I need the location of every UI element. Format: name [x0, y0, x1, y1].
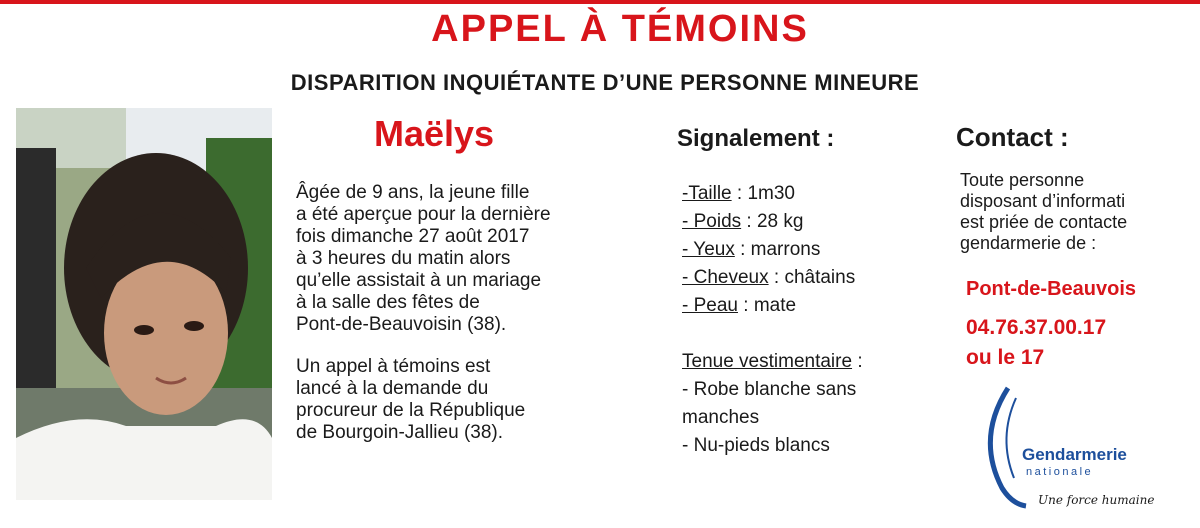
contact-line: est priée de contacte — [960, 212, 1128, 232]
signalement-item — [682, 264, 855, 292]
description-line: à 3 heures du matin alors — [296, 248, 511, 269]
clothing-line: - Robe blanche sans — [682, 379, 857, 400]
appeal-line: de Bourgoin-Jallieu (38). — [296, 422, 504, 443]
clothing-title — [682, 348, 952, 376]
emergency-number[interactable]: ou le 17 — [966, 346, 1045, 369]
description — [296, 182, 676, 444]
signalement-title: Signalement : — [677, 125, 835, 152]
contact-line: gendarmerie de : — [960, 233, 1097, 253]
clothing-line: manches — [682, 407, 760, 428]
signalement-item — [682, 208, 855, 236]
logo-mark — [980, 378, 1180, 518]
description-line: a été aperçue pour la dernière — [296, 204, 551, 225]
appeal-paragraph — [296, 356, 676, 444]
contact-title: Contact : — [956, 122, 1069, 152]
logo-tagline: Une force humaine — [1038, 493, 1155, 507]
signalement-value: : 1m30 — [736, 183, 795, 204]
signalement-item — [682, 236, 855, 264]
phone-number[interactable]: 04.76.37.00.17 — [966, 316, 1107, 339]
description-line: qu’elle assistait à un mariage — [296, 270, 542, 291]
child-photo — [16, 108, 272, 500]
description-line: fois dimanche 27 août 2017 — [296, 226, 530, 247]
signalement-value: : marrons — [740, 239, 821, 260]
appeal-line: procureur de la République — [296, 400, 526, 421]
signalement-item — [682, 180, 855, 208]
photo-illustration — [16, 108, 272, 500]
clothing-title-colon: : — [852, 351, 863, 372]
signalement-value: : mate — [743, 295, 797, 316]
signalement-label: - Cheveux — [682, 267, 769, 288]
signalement-label: - Peau — [682, 295, 738, 316]
signalement-value: : 28 kg — [746, 211, 804, 232]
signalement-label: - Yeux — [682, 239, 735, 260]
description-line: à la salle des fêtes de — [296, 292, 480, 313]
description-line: Pont-de-Beauvoisin (38). — [296, 314, 507, 335]
signalement-list — [682, 180, 855, 320]
disappearance-paragraph — [296, 182, 676, 336]
signalement-item — [682, 292, 855, 320]
contact-phone-block — [966, 313, 1106, 373]
gendarmerie-logo — [980, 378, 1180, 518]
top-border — [0, 0, 1200, 4]
description-line: Âgée de 9 ans, la jeune fille — [296, 182, 530, 203]
appeal-line: lancé à la demande du — [296, 378, 489, 399]
logo-line1: Gendarmerie — [1022, 445, 1127, 464]
clothing-title-text: Tenue vestimentaire — [682, 351, 853, 372]
clothing-line: - Nu-pieds blancs — [682, 435, 830, 456]
contact-line: Toute personne — [960, 170, 1085, 190]
signalement-label: - Poids — [682, 211, 742, 232]
clothing-section — [682, 348, 952, 460]
contact-text — [960, 170, 1200, 254]
poster-title: APPEL À TÉMOINS — [431, 8, 809, 50]
contact-line: disposant d’informati — [960, 191, 1126, 211]
poster-subtitle: DISPARITION INQUIÉTANTE D’UNE PERSONNE MINEURE — [290, 70, 920, 95]
signalement-value: : châtains — [773, 267, 856, 288]
signalement-label: -Taille — [682, 183, 732, 204]
appeal-line: Un appel à témoins est — [296, 356, 491, 377]
logo-line2: nationale — [1026, 466, 1094, 478]
child-name: Maëlys — [374, 113, 495, 154]
contact-place: Pont-de-Beauvois — [966, 278, 1137, 300]
